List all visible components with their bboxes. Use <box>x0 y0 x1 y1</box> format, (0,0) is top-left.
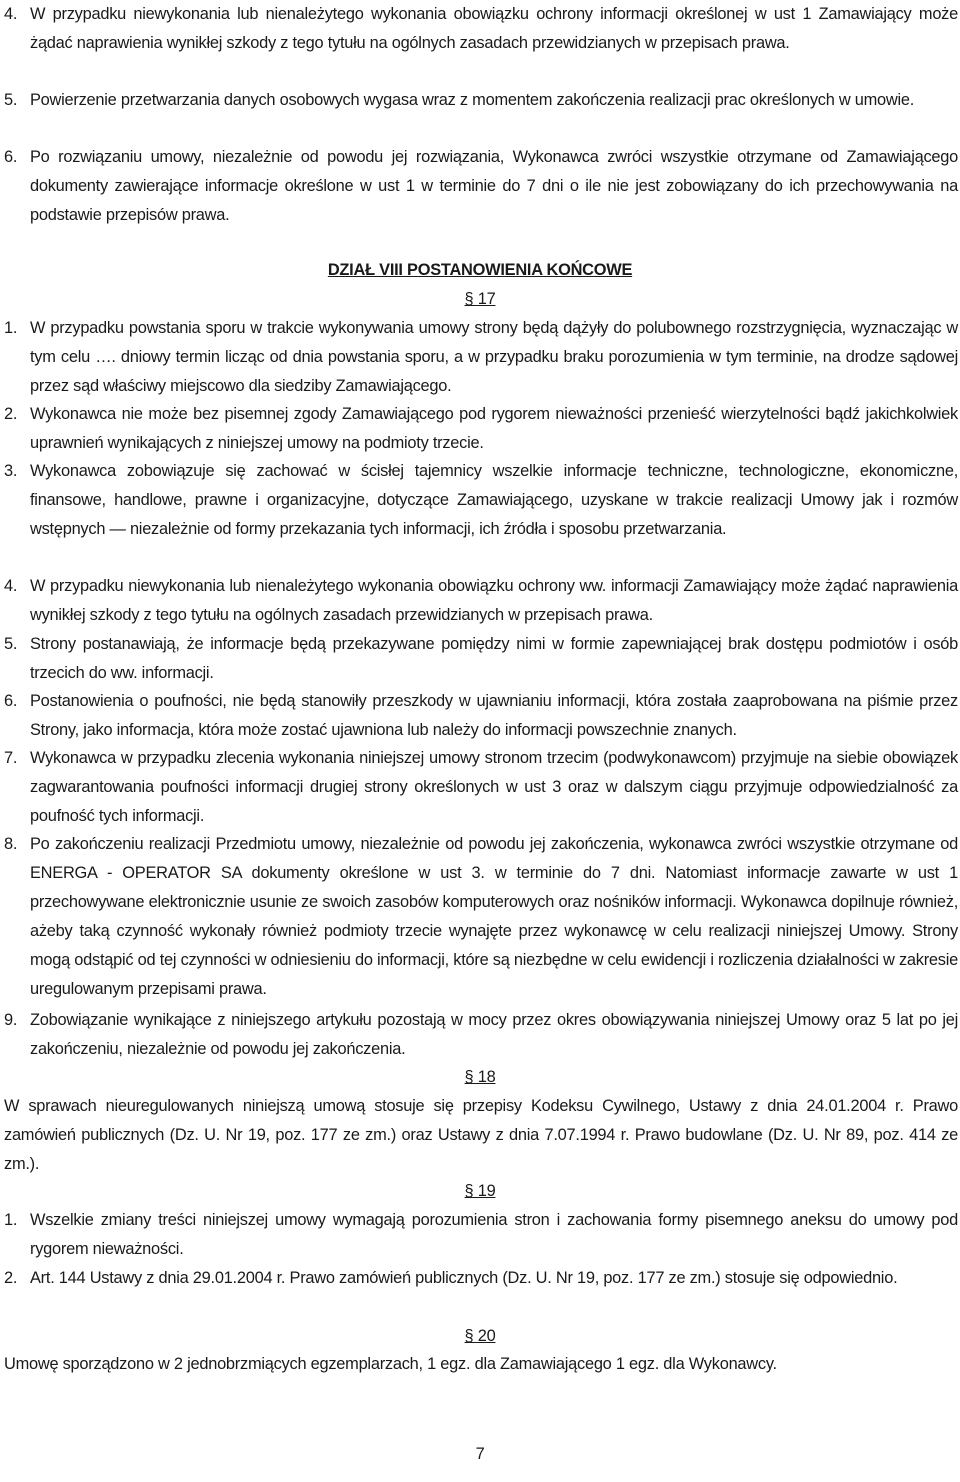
list-item <box>4 744 958 831</box>
list-item <box>4 314 958 401</box>
item-number: 5. <box>4 635 18 653</box>
item-text: Wszelkie zmiany treści niniejszej umowy wymagają porozumienia stron i zachowania formy pisemnego aneksu do umowy pod rygorem nieważności. <box>30 1211 958 1258</box>
item-number: 6. <box>4 692 18 710</box>
paragraph-symbol-20: § 20 <box>464 1327 496 1345</box>
list-item <box>4 0 958 58</box>
paragraph-18-text: W sprawach nieuregulowanych niniejszą umową stosuje się przepisy Kodeksu Cywilnego, Ustawy z dnia 24.01.2004 r. Prawo zamówień publicznych (Dz. U. Nr 19, poz. 177 ze zm.) oraz Ustawy z dnia 7.07.1994 r. Prawo budowlane (Dz. U. Nr 89, poz. 414 ze zm.). <box>4 1097 958 1173</box>
list-item <box>4 86 958 115</box>
list-item <box>4 143 958 230</box>
list-item <box>4 457 958 544</box>
item-number: 8. <box>4 835 18 853</box>
item-number: 2. <box>4 405 18 423</box>
list-item <box>4 1206 958 1264</box>
item-text: Wykonawca nie może bez pisemnej zgody Zamawiającego pod rygorem nieważności przenieść wierzytelności bądź jakichkolwiek uprawnień wynikających z niniejszej umowy na podmioty trzecie. <box>30 405 958 452</box>
item-number: 4. <box>4 577 18 595</box>
item-number: 1. <box>4 1211 18 1229</box>
section-heading: DZIAŁ VIII POSTANOWIENIA KOŃCOWE <box>327 261 633 279</box>
list-item <box>4 1264 958 1293</box>
item-number: 9. <box>4 1011 18 1029</box>
item-text: Po rozwiązaniu umowy, niezależnie od powodu jej rozwiązania, Wykonawca zwróci wszystkie otrzymane od Zamawiającego dokumenty zawierające informacje określone w ust 1 w terminie do 7 dni o ile nie jest zobowiązany do ich przechowywania na podstawie przepisów prawa. <box>30 148 958 224</box>
list-item <box>4 400 958 458</box>
paragraph-symbol-17: § 17 <box>464 290 496 308</box>
item-number: 4. <box>4 5 18 23</box>
list-item <box>4 1006 958 1064</box>
item-number: 1. <box>4 319 18 337</box>
item-text: Wykonawca zobowiązuje się zachować w ścisłej tajemnicy wszelkie informacje techniczne, technologiczne, ekonomiczne, finansowe, handlowe, prawne i organizacyjne, dotyczące Zamawiającego, uzyskane w trakcie realizacji Umowy jak i rozmów wstępnych — niezależnie od formy przekazania tych informacji, ich źródła i sposobu przetwarzania. <box>30 462 958 538</box>
item-number: 6. <box>4 148 18 166</box>
page-number: 7 <box>475 1445 485 1463</box>
paragraph-symbol-18: § 18 <box>464 1068 496 1086</box>
item-text: Po zakończeniu realizacji Przedmiotu umowy, niezależnie od powodu jej zakończenia, wykonawca zwróci wszystkie otrzymane od ENERGA - OPERATOR SA dokumenty określone w ust 3. w terminie do 7 dni. Natomiast informacje zawarte w ust 1 przechowywane elektronicznie usunie ze swoich zasobów komputerowych oraz nośników informacji. Wykonawca dopilnuje również, ażeby taką czynność wykonały również podmioty trzecie wynajęte przez wykonawcę w celu realizacji niniejszej Umowy. Strony mogą odstąpić od tej czynności w odniesieniu do informacji, które są niezbędne w celu ewidencji i rozliczenia działalności w zakresie uregulowanym przepisami prawa. <box>30 835 958 998</box>
item-text: Wykonawca w przypadku zlecenia wykonania niniejszej umowy stronom trzecim (podwykonawcom) przyjmuje na siebie obowiązek zagwarantowania poufności informacji drugiej strony określonych w ust 3 oraz w dalszym ciągu przyjmuje odpowiedzialność za poufność tych informacji. <box>30 749 958 825</box>
list-item <box>4 687 958 745</box>
item-text: Strony postanawiają, że informacje będą przekazywane pomiędzy nimi w formie zapewniającej brak dostępu podmiotów i osób trzecich do ww. informacji. <box>30 635 958 682</box>
item-number: 3. <box>4 462 18 480</box>
item-text: Powierzenie przetwarzania danych osobowych wygasa wraz z momentem zakończenia realizacji prac określonych w umowie. <box>30 91 915 109</box>
item-text: Zobowiązanie wynikające z niniejszego artykułu pozostają w mocy przez okres obowiązywania niniejszej Umowy oraz 5 lat po jej zakończeniu, niezależnie od powodu jej zakończenia. <box>30 1011 958 1058</box>
list-item <box>4 572 958 630</box>
item-text: W przypadku powstania sporu w trakcie wykonywania umowy strony będą dążyły do polubownego rozstrzygnięcia, wyznaczając w tym celu …. dniowy termin licząc od dnia powstania sporu, a w przypadku braku porozumienia w tym terminie, na drodze sądowej przez sąd właściwy miejscowo dla siedziby Zamawiającego. <box>30 319 958 395</box>
item-text: W przypadku niewykonania lub nienależytego wykonania obowiązku ochrony informacji określonej w ust 1 Zamawiający może żądać naprawienia wynikłej szkody z tego tytułu na ogólnych zasadach przewidzianych w przepisach prawa. <box>30 5 958 52</box>
item-number: 2. <box>4 1269 18 1287</box>
item-text: Postanowienia o poufności, nie będą stanowiły przeszkody w ujawnianiu informacji, która została zaaprobowana na piśmie przez Strony, jako informacja, która może zostać ujawniona lub należy do informacji powszechnie znanych. <box>30 692 958 739</box>
item-text: Art. 144 Ustawy z dnia 29.01.2004 r. Prawo zamówień publicznych (Dz. U. Nr 19, poz. 177 ze zm.) stosuje się odpowiednio. <box>30 1269 898 1287</box>
list-item <box>4 630 958 688</box>
item-text: W przypadku niewykonania lub nienależytego wykonania obowiązku ochrony ww. informacji Zamawiający może żądać naprawienia wynikłej szkody z tego tytułu na ogólnych zasadach przewidzianych w przepisach prawa. <box>30 577 958 624</box>
item-number: 7. <box>4 749 18 767</box>
paragraph-symbol-19: § 19 <box>464 1182 496 1200</box>
item-number: 5. <box>4 91 18 109</box>
list-item <box>4 830 958 1004</box>
paragraph-20-text: Umowę sporządzono w 2 jednobrzmiących egzemplarzach, 1 egz. dla Zamawiającego 1 egz. dla Wykonawcy. <box>4 1355 777 1373</box>
